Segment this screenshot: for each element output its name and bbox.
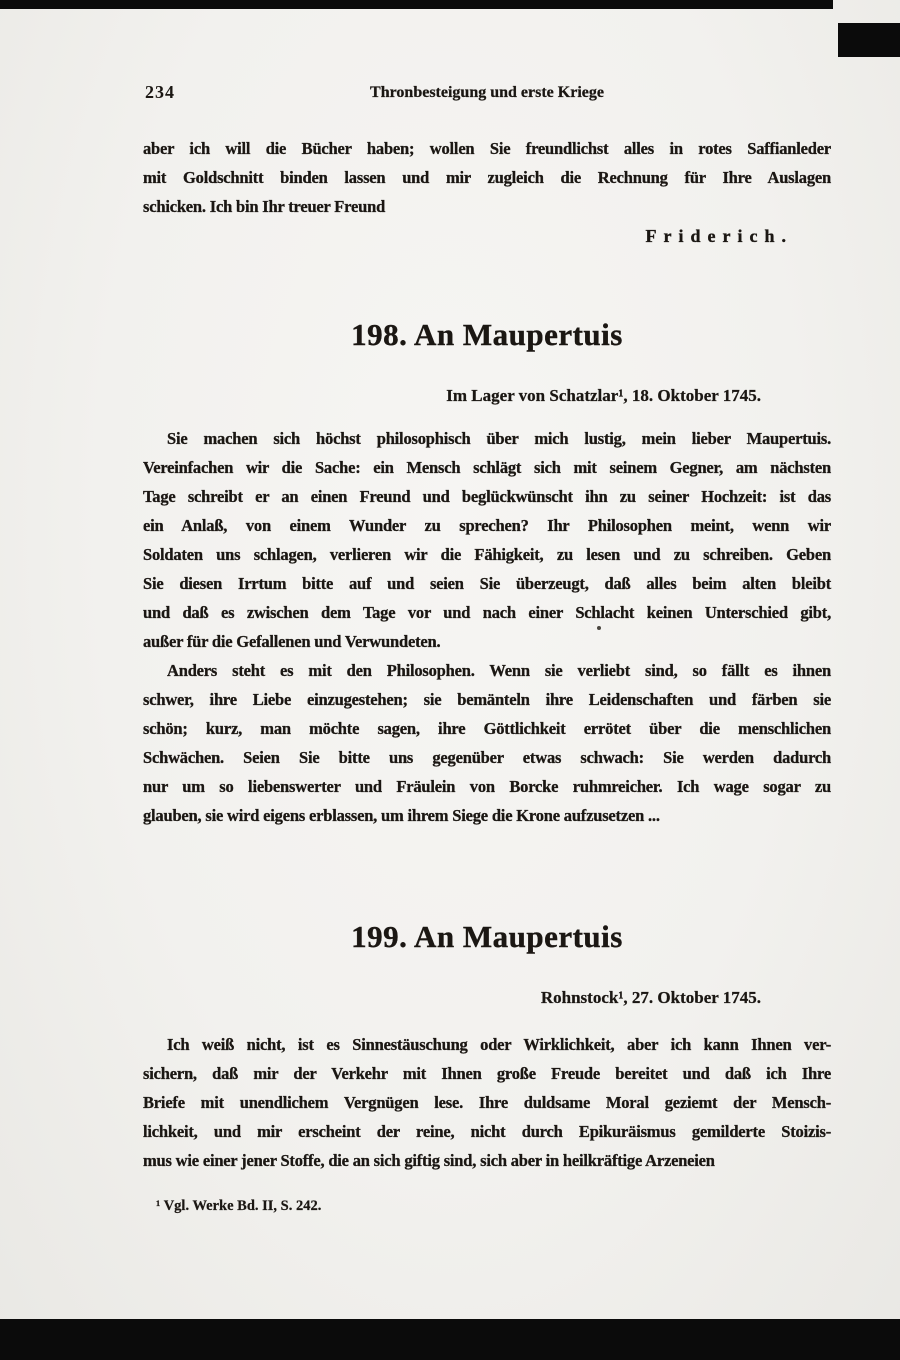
letter-signature: Friderich.	[645, 226, 793, 246]
letter-199-dateline: Rohnstock¹, 27. Oktober 1745.	[540, 988, 761, 1007]
running-head: Thronbesteigung und erste Kriege	[370, 84, 604, 101]
text-line: schön; kurz, man möchte sagen, ihre Göttlichkeit errötet über die menschlichen	[143, 719, 831, 738]
text-line: und daß es zwischen dem Tage vor und nach einer Schlacht keinen Unterschied gibt,	[143, 603, 831, 622]
page-content	[143, 0, 831, 1215]
letter-198-heading: 198. An Maupertuis	[351, 317, 623, 352]
letter-198-dateline: Im Lager von Schatzlar¹, 18. Oktober 1745.	[446, 386, 761, 405]
text-line: nur um so liebenswerter und Fräulein von Borcke ruhmreicher. Ich wage sogar zu	[143, 777, 831, 796]
text-line: sichern, daß mir der Verkehr mit Ihnen große Freude bereitet und daß ich Ihre	[143, 1064, 831, 1083]
text-line: Anders steht es mit den Philosophen. Wenn sie verliebt sind, so fällt es ihnen	[167, 661, 831, 680]
text-line: Vereinfachen wir die Sache: ein Mensch schlägt sich mit seinem Gegner, am nächsten	[143, 458, 831, 477]
text-line: mit Goldschnitt binden lassen und mir zugleich die Rechnung für Ihre Auslagen	[143, 168, 831, 187]
text-line: Sie machen sich höchst philosophisch über mich lustig, mein lieber Maupertuis.	[167, 429, 831, 448]
text-line: ein Anlaß, von einem Wunder zu sprechen? Ihr Philosophen meint, wenn wir	[143, 516, 831, 535]
text-line: außer für die Gefallenen und Verwundeten.	[143, 632, 441, 651]
page-header	[143, 82, 831, 106]
letter-198-paragraph-1	[143, 424, 831, 656]
text-line: aber ich will die Bücher haben; wollen Sie freundlichst alles in rotes Saffianleder	[143, 139, 831, 158]
text-line: schwer, ihre Liebe einzugestehen; sie bemänteln ihre Leidenschaften und färben sie	[143, 690, 831, 709]
text-line: Briefe mit unendlichem Vergnügen lese. Ihre duldsame Moral geziemt der Mensch-	[143, 1093, 831, 1112]
text-line: Ich weiß nicht, ist es Sinnestäuschung oder Wirklichkeit, aber ich kann Ihnen ver-	[167, 1035, 831, 1054]
letter-199-heading: 199. An Maupertuis	[351, 919, 623, 954]
letter-continuation-paragraph	[143, 134, 831, 221]
letter-198-paragraph-2	[143, 656, 831, 830]
text-line: lichkeit, und mir erscheint der reine, nicht durch Epikuräismus gemilderte Stoizis-	[143, 1122, 831, 1141]
text-line: Schwächen. Seien Sie bitte uns gegenüber etwas schwach: Sie werden dadurch	[143, 748, 831, 767]
page-number: 234	[145, 82, 175, 102]
footnote: ¹ Vgl. Werke Bd. II, S. 242.	[156, 1198, 322, 1214]
text-line: glauben, sie wird eigens erblassen, um ihrem Siege die Krone aufzusetzen ...	[143, 806, 660, 825]
text-line: Tage schreibt er an einen Freund und beglückwünscht ihn zu seiner Hochzeit: ist das	[143, 487, 831, 506]
text-line: schicken. Ich bin Ihr treuer Freund	[143, 197, 386, 216]
text-line: Soldaten uns schlagen, verlieren wir die Fähigkeit, zu lesen und zu schreiben. Geben	[143, 545, 831, 564]
scan-artifact-corner-block	[838, 23, 900, 57]
text-line: Sie diesen Irrtum bitte auf und seien Sie überzeugt, daß alles beim alten bleibt	[143, 574, 831, 593]
letter-199-paragraph-1	[143, 1030, 831, 1175]
scan-artifact-bottom-band	[0, 1319, 900, 1360]
text-line: mus wie einer jener Stoffe, die an sich giftig sind, sich aber in heilkräftige Arzeneien	[143, 1151, 715, 1170]
